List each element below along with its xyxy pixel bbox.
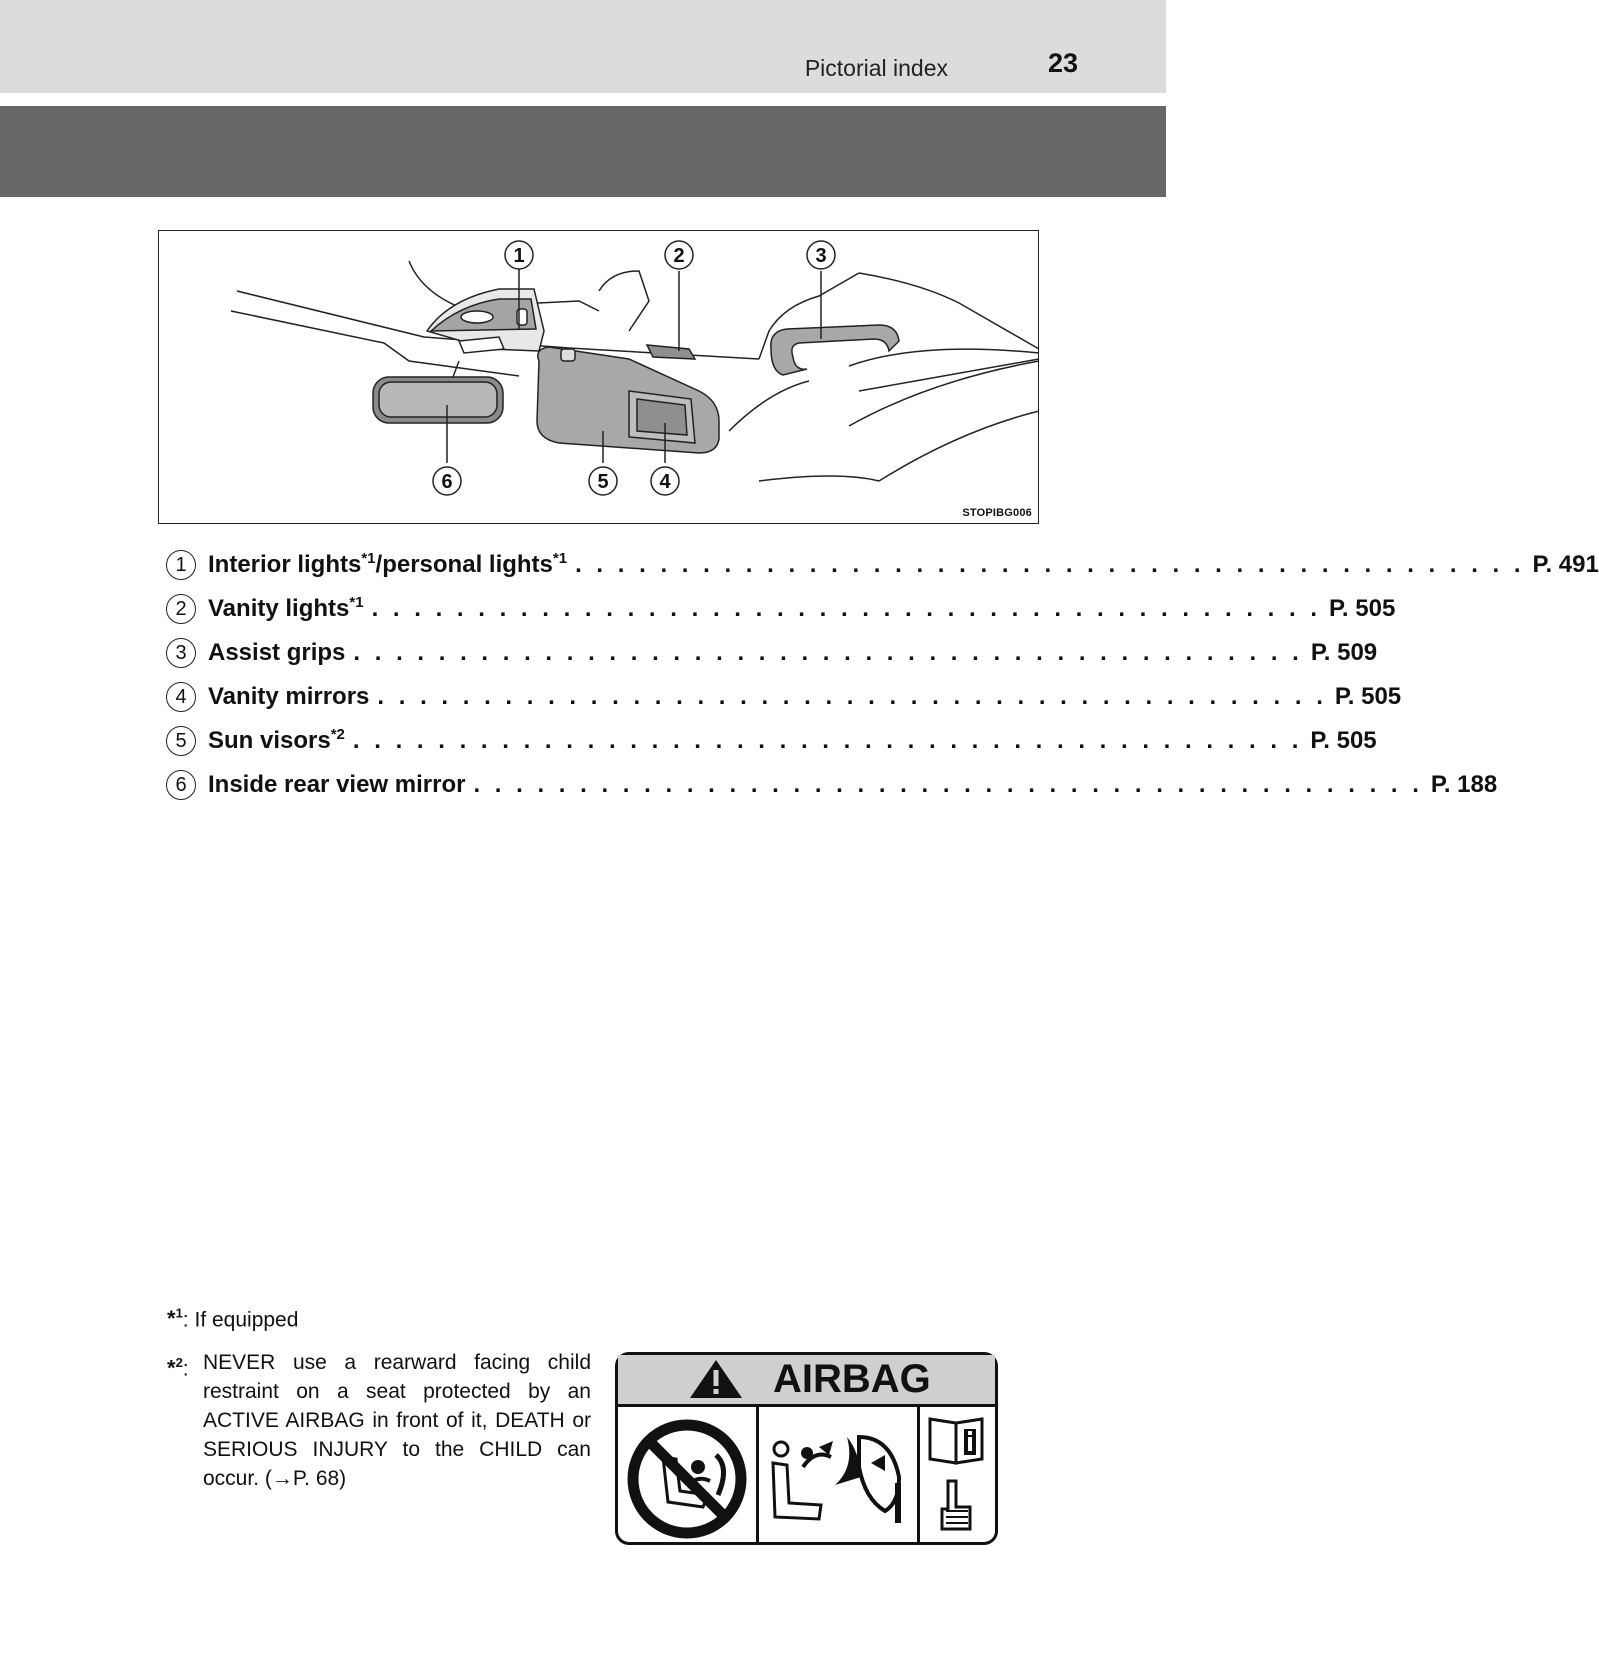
section-title: Pictorial index [804,55,948,81]
callout-2-label: 2 [673,245,685,267]
item-label: Inside rear view mirror [208,771,466,798]
page-header [0,0,1166,93]
item-label: Vanity lights$^{*1}$ [208,594,364,622]
item-number: 1 [166,550,196,580]
item-number: 3 [166,638,196,668]
header-band [0,106,1166,197]
callout-5-label: 5 [597,471,609,493]
page-reference-link[interactable]: P. 505 [1310,727,1377,754]
page-reference-link[interactable]: P. 491 [1532,551,1599,578]
index-list [166,543,1599,807]
page-reference-link[interactable]: P. 505 [1329,595,1396,622]
read-manual-icon [920,1407,994,1543]
figure-code: STOPIBG006 [962,507,1032,519]
item-number: 2 [166,594,196,624]
item-label: Interior lights$^{*1}$/personal lights$^{*1}$ [208,550,568,578]
callout-1-label: 1 [513,245,525,267]
interior-drawing [159,231,1038,523]
callout-4-label: 4 [659,471,671,493]
airbag-label-header [618,1355,995,1407]
footnote-text: NEVER use a rearward facing child restraint on a seat protected by an ACTIVE AIRBAG in front of it, DEATH or SERIOUS INJURY to the CHILD can occur. (→P. 68) [203,1351,591,1490]
airbag-impact-icon [759,1407,920,1543]
footnote-2 [167,1348,591,1493]
dot-leader: . . . . . . . . . . . . . . . . . . . . . . . . . . . . . . . . . . . . . . . . . . . . . [473,771,1423,798]
airbag-title: AIRBAG [773,1357,931,1401]
dot-leader: . . . . . . . . . . . . . . . . . . . . . . . . . . . . . . . . . . . . . . . . . . . . . [575,551,1525,578]
footnote-text: If equipped [194,1308,299,1332]
list-item [166,631,1378,675]
page-number: 23 [1047,48,1078,78]
item-number: 6 [166,770,196,800]
list-item [166,543,1599,587]
item-label: Vanity mirrors [208,683,370,710]
dot-leader: . . . . . . . . . . . . . . . . . . . . . . . . . . . . . . . . . . . . . . . . . . . . . [352,727,1303,754]
footnote-1: *$^1$: If equipped [167,1306,299,1332]
callout-3-label: 3 [815,245,827,267]
page-reference-link[interactable]: P. 188 [1430,771,1498,798]
item-number: 5 [166,726,196,756]
item-label: Assist grips [208,639,346,666]
warning-triangle-icon [686,1356,746,1402]
page-reference-link[interactable]: P. 509 [1310,639,1378,666]
footnote-mark: *$^2$: [167,1355,189,1381]
list-item [166,587,1396,631]
page-reference-link[interactable]: P. 505 [1334,683,1402,710]
footnote-mark: *$^1$ [167,1306,183,1332]
dot-leader: . . . . . . . . . . . . . . . . . . . . . . . . . . . . . . . . . . . . . . . . . . . . . [371,595,1322,622]
item-label: Sun visors$^{*2}$ [208,726,345,754]
callout-6-label: 6 [441,471,453,493]
list-item [166,763,1498,807]
dot-leader: . . . . . . . . . . . . . . . . . . . . . . . . . . . . . . . . . . . . . . . . . . . . . [353,639,1303,666]
item-number: 4 [166,682,196,712]
no-rear-facing-seat-icon [618,1407,759,1543]
interior-illustration [158,230,1039,524]
airbag-warning-label [615,1352,998,1545]
list-item [166,675,1402,719]
list-item [166,719,1377,763]
dot-leader: . . . . . . . . . . . . . . . . . . . . . . . . . . . . . . . . . . . . . . . . . . . . . [377,683,1327,710]
